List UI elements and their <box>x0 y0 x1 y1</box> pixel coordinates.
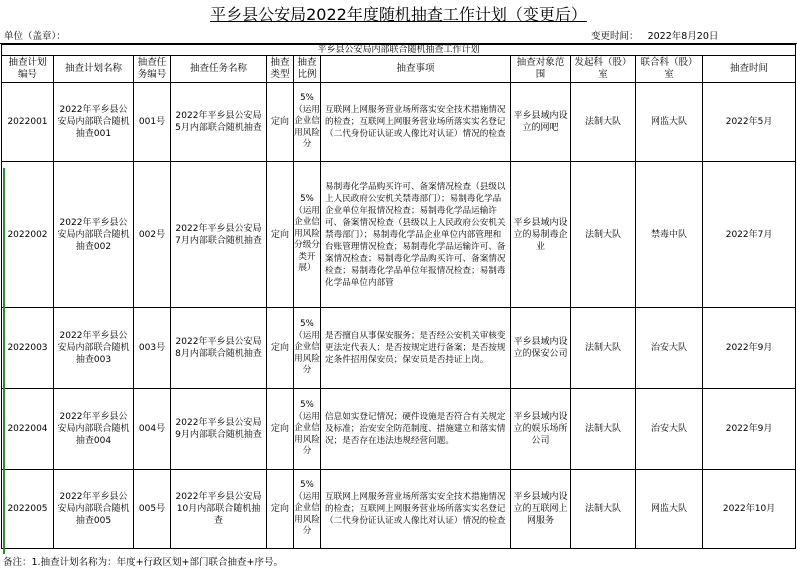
cell-ratio-text: 5%（运用企业信用风险分 <box>294 319 320 376</box>
cell-ratio[interactable] <box>294 162 321 308</box>
cell-task-name[interactable]: 2022年平乡县公安局10月内部联合随机抽查 <box>171 470 267 549</box>
header-task-no[interactable]: 抽查任务编号 <box>134 56 171 83</box>
header-time[interactable]: 抽查时间 <box>703 56 796 83</box>
change-time-label: 变更时间： <box>591 31 639 42</box>
table-row <box>2 308 796 389</box>
header-plan-no[interactable]: 抽查计划编号 <box>2 56 54 83</box>
cell-task-no[interactable]: 005号 <box>134 470 171 549</box>
cell-initiator[interactable]: 法制大队 <box>571 389 636 470</box>
plan-table <box>1 44 796 549</box>
cell-type[interactable]: 定向 <box>267 162 294 308</box>
cell-ratio-text: 5%（运用企业信用风险分 <box>294 400 320 457</box>
cell-ratio[interactable] <box>294 389 321 470</box>
cell-type[interactable]: 定向 <box>267 83 294 162</box>
header-ratio[interactable]: 抽查比例 <box>294 56 321 83</box>
cell-plan-name[interactable]: 2022年平乡县公安局内部联合随机抽查005 <box>54 470 134 549</box>
cell-initiator[interactable]: 法制大队 <box>571 162 636 308</box>
table-row <box>2 470 796 549</box>
cell-time[interactable]: 2022年5月 <box>703 83 796 162</box>
cell-plan-name[interactable]: 2022年平乡县公安局内部联合随机抽查002 <box>54 162 134 308</box>
cell-matter[interactable]: 互联网上网服务营业场所落实安全技术措施情况的检查；互联网上网服务营业场所落实实名登记（二代身份证认证或人像比对认证）情况的检查 <box>321 470 511 549</box>
table-subtitle: 平乡县公安局内部联合随机抽查工作计划 <box>2 45 796 56</box>
cell-plan-no[interactable]: 2022004 <box>2 389 54 470</box>
cell-task-no[interactable]: 001号 <box>134 83 171 162</box>
cell-scope[interactable]: 平乡县域内设立的保安公司 <box>511 308 571 389</box>
cell-plan-name[interactable]: 2022年平乡县公安局内部联合随机抽查001 <box>54 83 134 162</box>
cell-matter[interactable]: 易制毒化学品购买许可、备案情况检查（县级以上人民政府公安机关禁毒部门）；易制毒化学品企业单位年报情况检查；易制毒化学品运输许可、备案情况检查（县级以上人民政府公安机关禁毒部门）；易制毒化学品企业单位内部管理和台账管理情况检查；易制毒化学品运输许可、备案情况检查；易制毒化学品购买许可、备案情况检查；易制毒化学品单位年报情况检查；易制毒化学品单位内部管 <box>321 162 511 308</box>
cell-scope[interactable]: 平乡县域内设立的互联网上网服务 <box>511 470 571 549</box>
table-subtitle-row <box>2 45 796 56</box>
cell-joint[interactable]: 网监大队 <box>636 470 703 549</box>
change-time <box>591 30 718 44</box>
cell-type[interactable]: 定向 <box>267 389 294 470</box>
change-time-value: 2022年8月20日 <box>647 31 719 42</box>
cell-plan-name[interactable]: 2022年平乡县公安局内部联合随机抽查003 <box>54 308 134 389</box>
cell-plan-no[interactable]: 2022001 <box>2 83 54 162</box>
cell-time[interactable]: 2022年10月 <box>703 470 796 549</box>
cell-matter[interactable]: 是否擅自从事保安服务；是否经公安机关审核变更法定代表人；是否按规定进行备案；是否按规定条件招用保安员；保安员是否持证上岗。 <box>321 308 511 389</box>
cell-joint[interactable]: 治安大队 <box>636 308 703 389</box>
cell-joint[interactable]: 网监大队 <box>636 83 703 162</box>
cell-type[interactable]: 定向 <box>267 308 294 389</box>
selection-edge-marker <box>3 168 5 554</box>
cell-ratio-text: 5%（运用企业信用风险分 <box>294 480 320 537</box>
table-row <box>2 162 796 308</box>
header-type[interactable]: 抽查类型 <box>267 56 294 83</box>
header-matter[interactable]: 抽查事项 <box>321 56 511 83</box>
page-title <box>0 2 797 28</box>
cell-time[interactable]: 2022年9月 <box>703 389 796 470</box>
header-joint[interactable]: 联合科（股）室 <box>636 56 703 83</box>
cell-scope[interactable]: 平乡县域内设立的易制毒企业 <box>511 162 571 308</box>
cell-ratio[interactable] <box>294 83 321 162</box>
cell-joint[interactable]: 禁毒中队 <box>636 162 703 308</box>
cell-joint[interactable]: 治安大队 <box>636 389 703 470</box>
header-scope[interactable]: 抽查对象范围 <box>511 56 571 83</box>
footnote: 备注：1.抽查计划名称为：年度+行政区划+部门联合抽查+序号。 <box>3 557 283 568</box>
cell-task-name[interactable]: 2022年平乡县公安局5月内部联合随机抽查 <box>171 83 267 162</box>
cell-task-no[interactable]: 004号 <box>134 389 171 470</box>
cell-plan-name[interactable]: 2022年平乡县公安局内部联合随机抽查004 <box>54 389 134 470</box>
cell-scope[interactable]: 平乡县域内设立的娱乐场所公司 <box>511 389 571 470</box>
unit-label: 单位（盖章）： <box>4 31 66 42</box>
cell-ratio-text: 5%（运用企业信用风险分 <box>294 93 320 150</box>
cell-plan-no[interactable]: 2022005 <box>2 470 54 549</box>
cell-task-name[interactable]: 2022年平乡县公安局7月内部联合随机抽查 <box>171 162 267 308</box>
cell-time[interactable]: 2022年7月 <box>703 162 796 308</box>
cell-initiator[interactable]: 法制大队 <box>571 83 636 162</box>
table-header-row <box>2 56 796 83</box>
table-row <box>2 389 796 470</box>
table-row <box>2 83 796 162</box>
page-title-text: 平乡县公安局2022年度随机抽查工作计划（变更后） <box>210 5 587 24</box>
cell-initiator[interactable]: 法制大队 <box>571 470 636 549</box>
cell-type[interactable]: 定向 <box>267 470 294 549</box>
cell-time[interactable]: 2022年9月 <box>703 308 796 389</box>
cell-task-name[interactable]: 2022年平乡县公安局9月内部联合随机抽查 <box>171 389 267 470</box>
cell-matter[interactable]: 信息如实登记情况；硬件设施是否符合有关规定及标准；治安安全防范制度、措施建立和落实情况；是否存在违法违规经营问题。 <box>321 389 511 470</box>
cell-plan-no[interactable]: 2022002 <box>2 162 54 308</box>
header-task-name[interactable]: 抽查任务名称 <box>171 56 267 83</box>
cell-ratio[interactable] <box>294 470 321 549</box>
header-plan-name[interactable]: 抽查计划名称 <box>54 56 134 83</box>
cell-plan-no[interactable]: 2022003 <box>2 308 54 389</box>
header-initiator[interactable]: 发起科（股）室 <box>571 56 636 83</box>
cell-ratio-text: 5%（运用企业信用风险分级分类开展） <box>294 194 320 274</box>
cell-task-no[interactable]: 002号 <box>134 162 171 308</box>
cell-initiator[interactable]: 法制大队 <box>571 308 636 389</box>
cell-task-name[interactable]: 2022年平乡县公安局8月内部联合随机抽查 <box>171 308 267 389</box>
cell-scope[interactable]: 平乡县域内设立的网吧 <box>511 83 571 162</box>
cell-ratio[interactable] <box>294 308 321 389</box>
cell-matter[interactable]: 互联网上网服务营业场所落实安全技术措施情况的检查；互联网上网服务营业场所落实实名登记（二代身份证认证或人像比对认证）情况的检查 <box>321 83 511 162</box>
cell-task-no[interactable]: 003号 <box>134 308 171 389</box>
